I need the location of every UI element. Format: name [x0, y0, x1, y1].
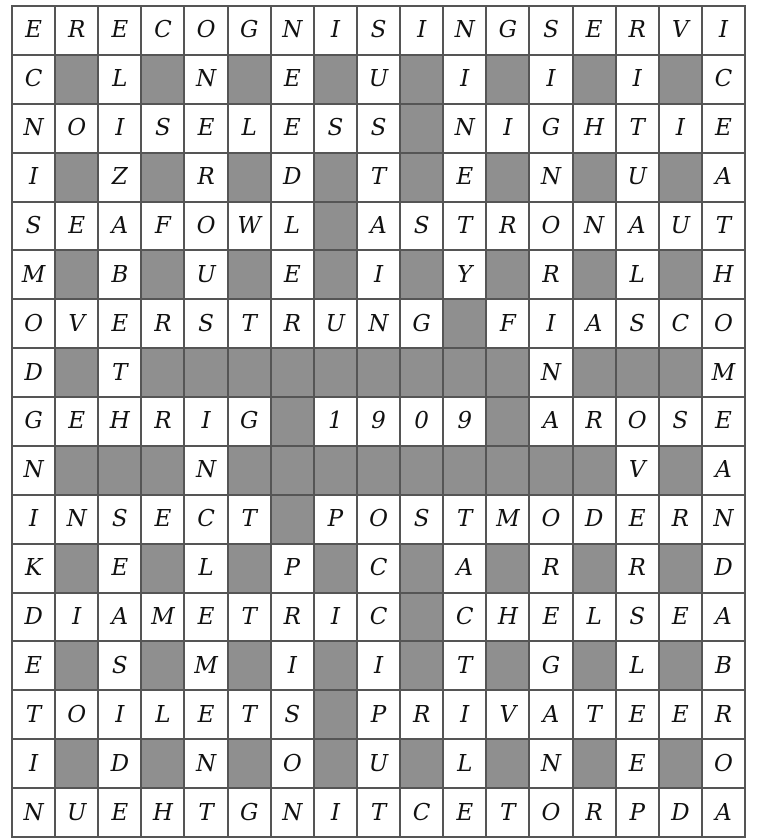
- letter-cell: B: [98, 250, 141, 299]
- letter-cell: A: [616, 202, 659, 251]
- letter-cell: I: [12, 495, 55, 544]
- letter-cell: D: [12, 593, 55, 642]
- letter-cell: A: [443, 544, 486, 593]
- letter-cell: H: [486, 593, 529, 642]
- block-cell: [659, 348, 702, 397]
- letter-cell: S: [400, 202, 443, 251]
- letter-cell: O: [55, 690, 98, 739]
- letter-cell: E: [271, 250, 314, 299]
- letter-cell: E: [184, 690, 227, 739]
- block-cell: [400, 593, 443, 642]
- letter-cell: I: [400, 6, 443, 55]
- block-cell: [141, 250, 184, 299]
- block-cell: [314, 690, 357, 739]
- letter-cell: R: [573, 788, 616, 837]
- letter-cell: B: [702, 641, 745, 690]
- block-cell: [486, 544, 529, 593]
- letter-cell: O: [271, 739, 314, 788]
- block-cell: [659, 446, 702, 495]
- block-cell: [55, 55, 98, 104]
- block-cell: [573, 55, 616, 104]
- block-cell: [486, 446, 529, 495]
- letter-cell: L: [616, 250, 659, 299]
- block-cell: [400, 55, 443, 104]
- letter-cell: E: [616, 690, 659, 739]
- letter-cell: R: [55, 6, 98, 55]
- block-cell: [271, 348, 314, 397]
- letter-cell: V: [55, 299, 98, 348]
- block-cell: [573, 739, 616, 788]
- letter-cell: E: [271, 55, 314, 104]
- letter-cell: C: [184, 495, 227, 544]
- letter-cell: A: [529, 397, 572, 446]
- letter-cell: G: [486, 6, 529, 55]
- letter-cell: C: [400, 788, 443, 837]
- crossword-grid: [11, 5, 746, 838]
- letter-cell: G: [529, 104, 572, 153]
- letter-cell: M: [184, 641, 227, 690]
- block-cell: [228, 446, 271, 495]
- letter-cell: S: [357, 104, 400, 153]
- block-cell: [314, 55, 357, 104]
- block-cell: [443, 446, 486, 495]
- letter-cell: F: [141, 202, 184, 251]
- block-cell: [400, 544, 443, 593]
- block-cell: [228, 55, 271, 104]
- block-cell: [141, 348, 184, 397]
- letter-cell: O: [529, 788, 572, 837]
- letter-cell: I: [702, 6, 745, 55]
- letter-cell: T: [228, 495, 271, 544]
- letter-cell: K: [12, 544, 55, 593]
- letter-cell: E: [141, 495, 184, 544]
- letter-cell: I: [443, 690, 486, 739]
- letter-cell: O: [529, 202, 572, 251]
- block-cell: [184, 348, 227, 397]
- letter-cell: N: [529, 153, 572, 202]
- letter-cell: T: [616, 104, 659, 153]
- letter-cell: G: [12, 397, 55, 446]
- letter-cell: G: [228, 788, 271, 837]
- letter-cell: M: [486, 495, 529, 544]
- block-cell: [659, 739, 702, 788]
- letter-cell: H: [702, 250, 745, 299]
- letter-cell: T: [443, 641, 486, 690]
- letter-cell: T: [184, 788, 227, 837]
- block-cell: [228, 348, 271, 397]
- letter-cell: L: [616, 641, 659, 690]
- block-cell: [659, 250, 702, 299]
- letter-cell: T: [357, 788, 400, 837]
- block-cell: [98, 446, 141, 495]
- letter-cell: U: [314, 299, 357, 348]
- letter-cell: Z: [98, 153, 141, 202]
- block-cell: [314, 544, 357, 593]
- letter-cell: R: [616, 544, 659, 593]
- letter-cell: I: [314, 593, 357, 642]
- letter-cell: T: [443, 495, 486, 544]
- letter-cell: E: [98, 6, 141, 55]
- letter-cell: E: [702, 397, 745, 446]
- letter-cell: M: [12, 250, 55, 299]
- letter-cell: L: [228, 104, 271, 153]
- block-cell: [55, 739, 98, 788]
- letter-cell: U: [184, 250, 227, 299]
- letter-cell: A: [573, 299, 616, 348]
- block-cell: [314, 446, 357, 495]
- letter-cell: R: [271, 593, 314, 642]
- letter-cell: C: [659, 299, 702, 348]
- letter-cell: I: [486, 104, 529, 153]
- letter-cell: T: [228, 299, 271, 348]
- letter-cell: P: [314, 495, 357, 544]
- letter-cell: U: [357, 739, 400, 788]
- letter-cell: S: [271, 690, 314, 739]
- letter-cell: I: [659, 104, 702, 153]
- letter-cell: N: [12, 446, 55, 495]
- letter-cell: I: [314, 788, 357, 837]
- letter-cell: C: [443, 593, 486, 642]
- block-cell: [314, 739, 357, 788]
- letter-cell: E: [271, 104, 314, 153]
- letter-cell: I: [184, 397, 227, 446]
- letter-cell: I: [357, 250, 400, 299]
- letter-cell: U: [55, 788, 98, 837]
- letter-cell: E: [616, 495, 659, 544]
- letter-cell: H: [98, 397, 141, 446]
- letter-cell: 9: [443, 397, 486, 446]
- block-cell: [573, 348, 616, 397]
- block-cell: [357, 446, 400, 495]
- letter-cell: E: [184, 104, 227, 153]
- letter-cell: A: [98, 202, 141, 251]
- letter-cell: E: [659, 593, 702, 642]
- letter-cell: S: [12, 202, 55, 251]
- block-cell: [573, 250, 616, 299]
- letter-cell: D: [98, 739, 141, 788]
- block-cell: [55, 348, 98, 397]
- block-cell: [141, 153, 184, 202]
- letter-cell: R: [529, 250, 572, 299]
- letter-cell: S: [98, 641, 141, 690]
- block-cell: [141, 55, 184, 104]
- letter-cell: D: [659, 788, 702, 837]
- letter-cell: I: [314, 6, 357, 55]
- block-cell: [228, 641, 271, 690]
- letter-cell: I: [12, 153, 55, 202]
- letter-cell: F: [486, 299, 529, 348]
- block-cell: [443, 348, 486, 397]
- letter-cell: V: [486, 690, 529, 739]
- letter-cell: I: [357, 641, 400, 690]
- letter-cell: G: [529, 641, 572, 690]
- block-cell: [141, 446, 184, 495]
- block-cell: [486, 397, 529, 446]
- letter-cell: O: [184, 202, 227, 251]
- letter-cell: H: [573, 104, 616, 153]
- letter-cell: G: [400, 299, 443, 348]
- block-cell: [55, 446, 98, 495]
- letter-cell: C: [702, 55, 745, 104]
- letter-cell: R: [400, 690, 443, 739]
- letter-cell: E: [443, 788, 486, 837]
- letter-cell: I: [98, 104, 141, 153]
- letter-cell: N: [529, 739, 572, 788]
- letter-cell: T: [486, 788, 529, 837]
- letter-cell: S: [98, 495, 141, 544]
- block-cell: [228, 739, 271, 788]
- letter-cell: I: [55, 593, 98, 642]
- letter-cell: L: [141, 690, 184, 739]
- letter-cell: D: [12, 348, 55, 397]
- letter-cell: N: [55, 495, 98, 544]
- letter-cell: R: [184, 153, 227, 202]
- letter-cell: 9: [357, 397, 400, 446]
- letter-cell: N: [184, 55, 227, 104]
- letter-cell: N: [184, 446, 227, 495]
- letter-cell: G: [228, 6, 271, 55]
- letter-cell: N: [271, 6, 314, 55]
- letter-cell: O: [55, 104, 98, 153]
- letter-cell: S: [357, 6, 400, 55]
- letter-cell: E: [443, 153, 486, 202]
- block-cell: [486, 348, 529, 397]
- block-cell: [314, 153, 357, 202]
- block-cell: [616, 348, 659, 397]
- letter-cell: N: [573, 202, 616, 251]
- letter-cell: O: [184, 6, 227, 55]
- letter-cell: I: [443, 55, 486, 104]
- block-cell: [573, 446, 616, 495]
- letter-cell: L: [184, 544, 227, 593]
- block-cell: [659, 55, 702, 104]
- letter-cell: S: [141, 104, 184, 153]
- letter-cell: T: [357, 153, 400, 202]
- block-cell: [443, 299, 486, 348]
- block-cell: [228, 153, 271, 202]
- letter-cell: A: [702, 593, 745, 642]
- letter-cell: A: [357, 202, 400, 251]
- letter-cell: P: [271, 544, 314, 593]
- letter-cell: R: [529, 544, 572, 593]
- block-cell: [400, 153, 443, 202]
- letter-cell: P: [616, 788, 659, 837]
- block-cell: [314, 250, 357, 299]
- letter-cell: R: [659, 495, 702, 544]
- block-cell: [400, 250, 443, 299]
- letter-cell: O: [702, 739, 745, 788]
- letter-cell: I: [529, 299, 572, 348]
- letter-cell: V: [616, 446, 659, 495]
- block-cell: [55, 641, 98, 690]
- letter-cell: C: [357, 593, 400, 642]
- letter-cell: H: [141, 788, 184, 837]
- block-cell: [314, 348, 357, 397]
- letter-cell: E: [55, 397, 98, 446]
- block-cell: [228, 544, 271, 593]
- block-cell: [486, 641, 529, 690]
- letter-cell: U: [357, 55, 400, 104]
- letter-cell: N: [271, 788, 314, 837]
- block-cell: [55, 250, 98, 299]
- letter-cell: N: [357, 299, 400, 348]
- letter-cell: S: [659, 397, 702, 446]
- block-cell: [659, 544, 702, 593]
- letter-cell: L: [271, 202, 314, 251]
- letter-cell: R: [616, 6, 659, 55]
- letter-cell: I: [529, 55, 572, 104]
- letter-cell: R: [702, 690, 745, 739]
- letter-cell: T: [12, 690, 55, 739]
- letter-cell: N: [184, 739, 227, 788]
- letter-cell: I: [271, 641, 314, 690]
- letter-cell: T: [228, 690, 271, 739]
- letter-cell: C: [141, 6, 184, 55]
- letter-cell: T: [98, 348, 141, 397]
- block-cell: [529, 446, 572, 495]
- letter-cell: D: [271, 153, 314, 202]
- letter-cell: I: [98, 690, 141, 739]
- block-cell: [659, 641, 702, 690]
- block-cell: [271, 495, 314, 544]
- block-cell: [400, 641, 443, 690]
- letter-cell: E: [12, 6, 55, 55]
- block-cell: [486, 739, 529, 788]
- letter-cell: E: [184, 593, 227, 642]
- letter-cell: S: [616, 299, 659, 348]
- letter-cell: N: [12, 104, 55, 153]
- block-cell: [141, 544, 184, 593]
- letter-cell: E: [98, 544, 141, 593]
- letter-cell: I: [12, 739, 55, 788]
- block-cell: [400, 104, 443, 153]
- letter-cell: M: [702, 348, 745, 397]
- letter-cell: A: [529, 690, 572, 739]
- letter-cell: S: [184, 299, 227, 348]
- letter-cell: A: [98, 593, 141, 642]
- block-cell: [55, 544, 98, 593]
- letter-cell: N: [702, 495, 745, 544]
- letter-cell: E: [12, 641, 55, 690]
- letter-cell: S: [529, 6, 572, 55]
- letter-cell: L: [573, 593, 616, 642]
- letter-cell: C: [357, 544, 400, 593]
- letter-cell: 1: [314, 397, 357, 446]
- letter-cell: P: [357, 690, 400, 739]
- letter-cell: T: [228, 593, 271, 642]
- letter-cell: T: [702, 202, 745, 251]
- letter-cell: I: [616, 55, 659, 104]
- letter-cell: R: [486, 202, 529, 251]
- block-cell: [271, 446, 314, 495]
- letter-cell: T: [573, 690, 616, 739]
- letter-cell: O: [529, 495, 572, 544]
- letter-cell: G: [228, 397, 271, 446]
- block-cell: [486, 250, 529, 299]
- letter-cell: A: [702, 446, 745, 495]
- letter-cell: E: [573, 6, 616, 55]
- letter-cell: O: [357, 495, 400, 544]
- letter-cell: E: [98, 788, 141, 837]
- letter-cell: U: [616, 153, 659, 202]
- letter-cell: A: [702, 153, 745, 202]
- block-cell: [573, 153, 616, 202]
- letter-cell: N: [12, 788, 55, 837]
- letter-cell: T: [443, 202, 486, 251]
- letter-cell: S: [400, 495, 443, 544]
- letter-cell: Y: [443, 250, 486, 299]
- letter-cell: D: [702, 544, 745, 593]
- block-cell: [573, 641, 616, 690]
- letter-cell: M: [141, 593, 184, 642]
- letter-cell: D: [573, 495, 616, 544]
- block-cell: [55, 153, 98, 202]
- letter-cell: E: [616, 739, 659, 788]
- block-cell: [486, 153, 529, 202]
- letter-cell: R: [141, 397, 184, 446]
- letter-cell: O: [616, 397, 659, 446]
- block-cell: [357, 348, 400, 397]
- block-cell: [141, 641, 184, 690]
- letter-cell: N: [443, 6, 486, 55]
- block-cell: [400, 348, 443, 397]
- letter-cell: N: [529, 348, 572, 397]
- letter-cell: O: [12, 299, 55, 348]
- block-cell: [228, 250, 271, 299]
- block-cell: [141, 739, 184, 788]
- letter-cell: O: [702, 299, 745, 348]
- block-cell: [400, 739, 443, 788]
- letter-cell: N: [443, 104, 486, 153]
- letter-cell: E: [529, 593, 572, 642]
- letter-cell: R: [271, 299, 314, 348]
- block-cell: [314, 202, 357, 251]
- letter-cell: W: [228, 202, 271, 251]
- letter-cell: S: [314, 104, 357, 153]
- letter-cell: L: [98, 55, 141, 104]
- letter-cell: 0: [400, 397, 443, 446]
- letter-cell: C: [12, 55, 55, 104]
- block-cell: [659, 153, 702, 202]
- letter-cell: R: [573, 397, 616, 446]
- letter-cell: A: [702, 788, 745, 837]
- letter-cell: V: [659, 6, 702, 55]
- letter-cell: E: [659, 690, 702, 739]
- block-cell: [271, 397, 314, 446]
- letter-cell: E: [55, 202, 98, 251]
- letter-cell: S: [616, 593, 659, 642]
- block-cell: [486, 55, 529, 104]
- letter-cell: U: [659, 202, 702, 251]
- letter-cell: E: [98, 299, 141, 348]
- letter-cell: R: [141, 299, 184, 348]
- block-cell: [573, 544, 616, 593]
- letter-cell: E: [702, 104, 745, 153]
- block-cell: [400, 446, 443, 495]
- block-cell: [314, 641, 357, 690]
- letter-cell: L: [443, 739, 486, 788]
